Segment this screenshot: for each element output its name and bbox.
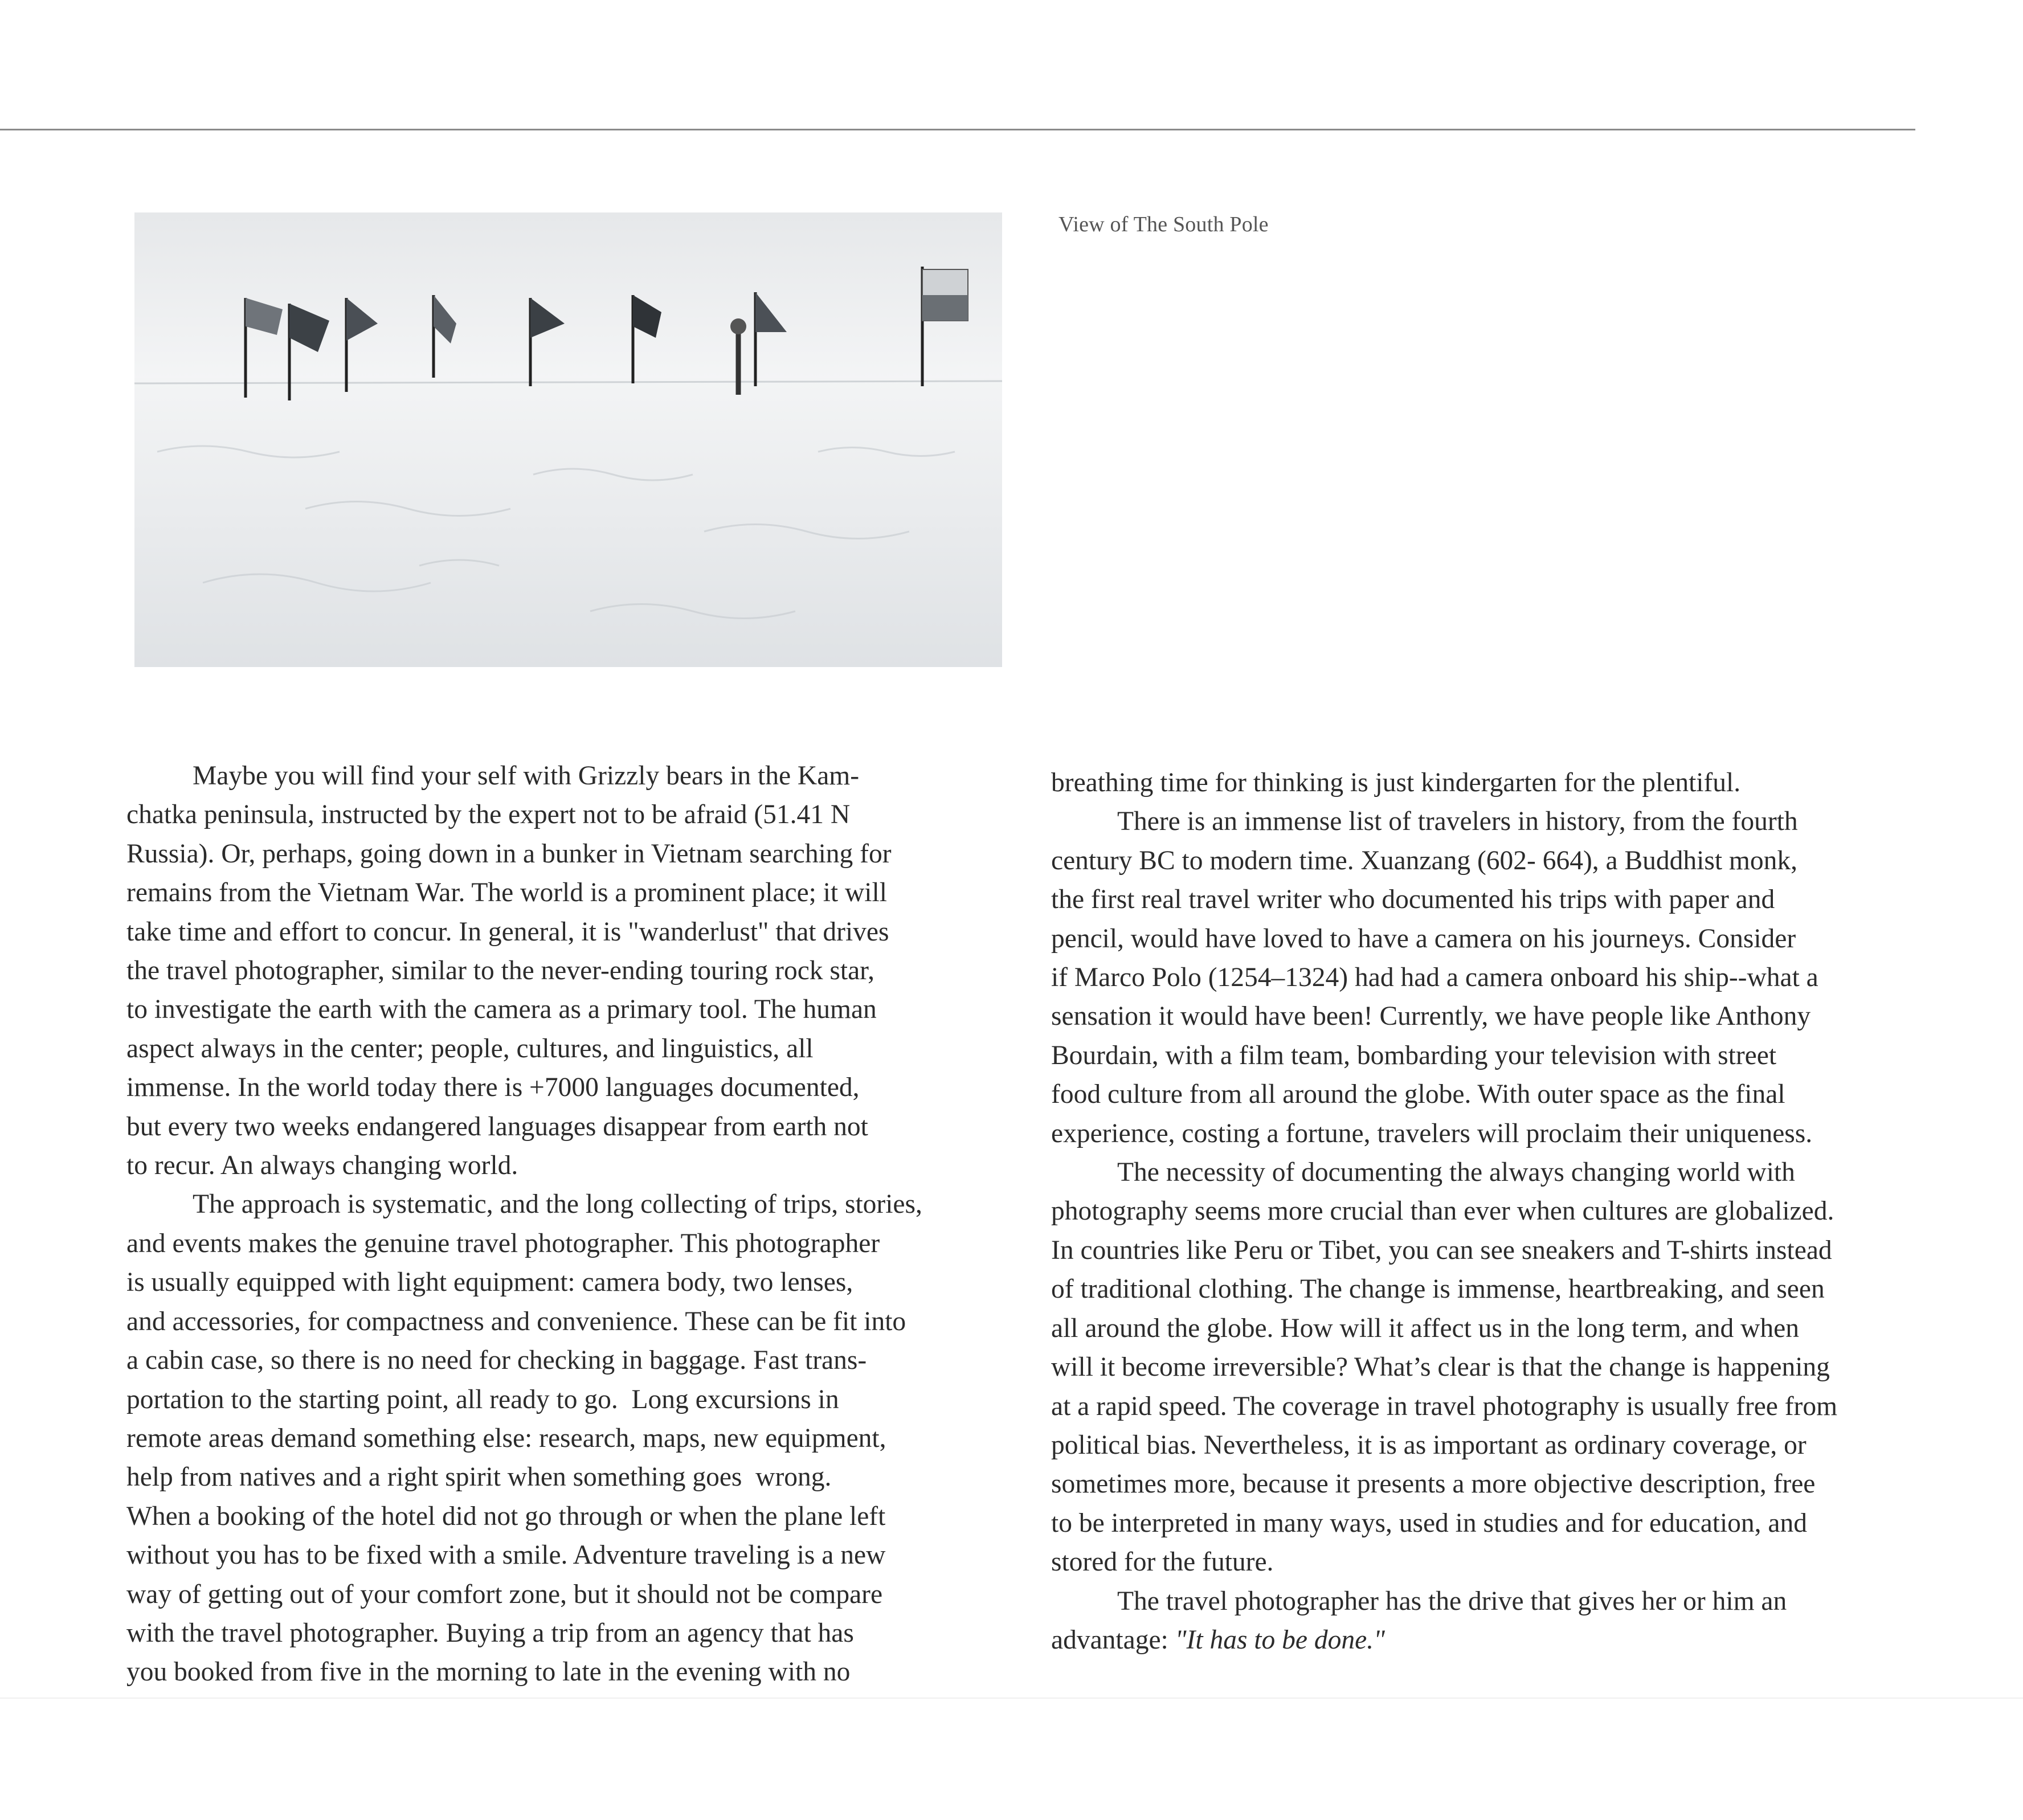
south-pole-photo bbox=[134, 212, 1002, 667]
paragraph-final bbox=[1051, 1582, 1906, 1660]
paragraph: There is an immense list of travelers in history, from the fourth century BC to modern time. Xuanzang (602- 664), a Buddhist monk, the first real travel writer who documented his trips with paper and pencil, would have loved to have a camera on his journeys. Consider if Marco Polo (1254–1324) had had a camera onboard his ship--what a sensation it would have been! Currently, we have people like Anthony Bourdain, with a film team, bombarding your television with street food culture from all around the globe. With outer space as the final experience, costing a fortune, travelers will proclaim their uniqueness. bbox=[1051, 807, 1818, 1148]
footer-rule bbox=[0, 1698, 2023, 1699]
header-rule bbox=[0, 129, 1915, 130]
left-column bbox=[126, 756, 992, 1692]
closing-quote: "It has to be done." bbox=[1175, 1625, 1385, 1655]
paragraph-continued: breathing time for thinking is just kindergarten for the plentiful. bbox=[1051, 768, 1741, 797]
photo-caption: View of The South Pole bbox=[1059, 212, 1269, 236]
paragraph: The approach is systematic, and the long collecting of trips, stories, and events makes the genuine travel photographer. This photographer is usually equipped with light equipment: camera body, two lenses, and accessories, for compactness and convenience. These can be fit into a cabin case, so there is no need for checking in baggage. Fast trans- portation to the starting point, all ready to go. Long excursions in remote areas demand something else: research, maps, new equipment, help from natives and a right spirit when something goes wrong. When a booking of the hotel did not go through or when the plane left without you has to be fixed with a smile. Adventure traveling is a new way of getting out of your comfort zone, but it should not be compare with the travel photographer. Buying a trip from an agency that has you booked from five in the morning to late in the evening with no bbox=[126, 1189, 922, 1687]
south-pole-illustration bbox=[134, 212, 1002, 667]
right-column bbox=[1051, 763, 1906, 1659]
paragraph: Maybe you will find your self with Grizzly bears in the Kam- chatka peninsula, instructed by the expert not to be afraid (51.41 N Russia). Or, perhaps, going down in a bunker in Vietnam searching for remains from the Vietnam War. The world is a prominent place; it will take time and effort to concur. In general, it is "wanderlust" that drives the travel photographer, similar to the never-ending touring rock star, to investigate the earth with the camera as a primary tool. The human aspect always in the center; people, cultures, and linguistics, all immense. In the world today there is +7000 languages documented, but every two weeks endangered languages disappear from earth not to recur. An always changing world. bbox=[126, 761, 892, 1181]
paragraph-final-text: The travel photographer has the drive that gives her or him an advantage: bbox=[1051, 1586, 1787, 1655]
paragraph: The necessity of documenting the always changing world with photography seems more crucial than ever when cultures are globalized. In countries like Peru or Tibet, you can see sneakers and T-shirts instead of traditional clothing. The change is immense, heartbreaking, and seen all around the globe. How will it affect us in the long term, and when will it become irreversible? What’s clear is that the change is happening at a rapid speed. The coverage in travel photography is usually free from political bias. Nevertheless, it is as important as ordinary coverage, or sometimes more, because it presents a more objective description, free to be interpreted in many ways, used in studies and for education, and stored for the future. bbox=[1051, 1158, 1838, 1577]
